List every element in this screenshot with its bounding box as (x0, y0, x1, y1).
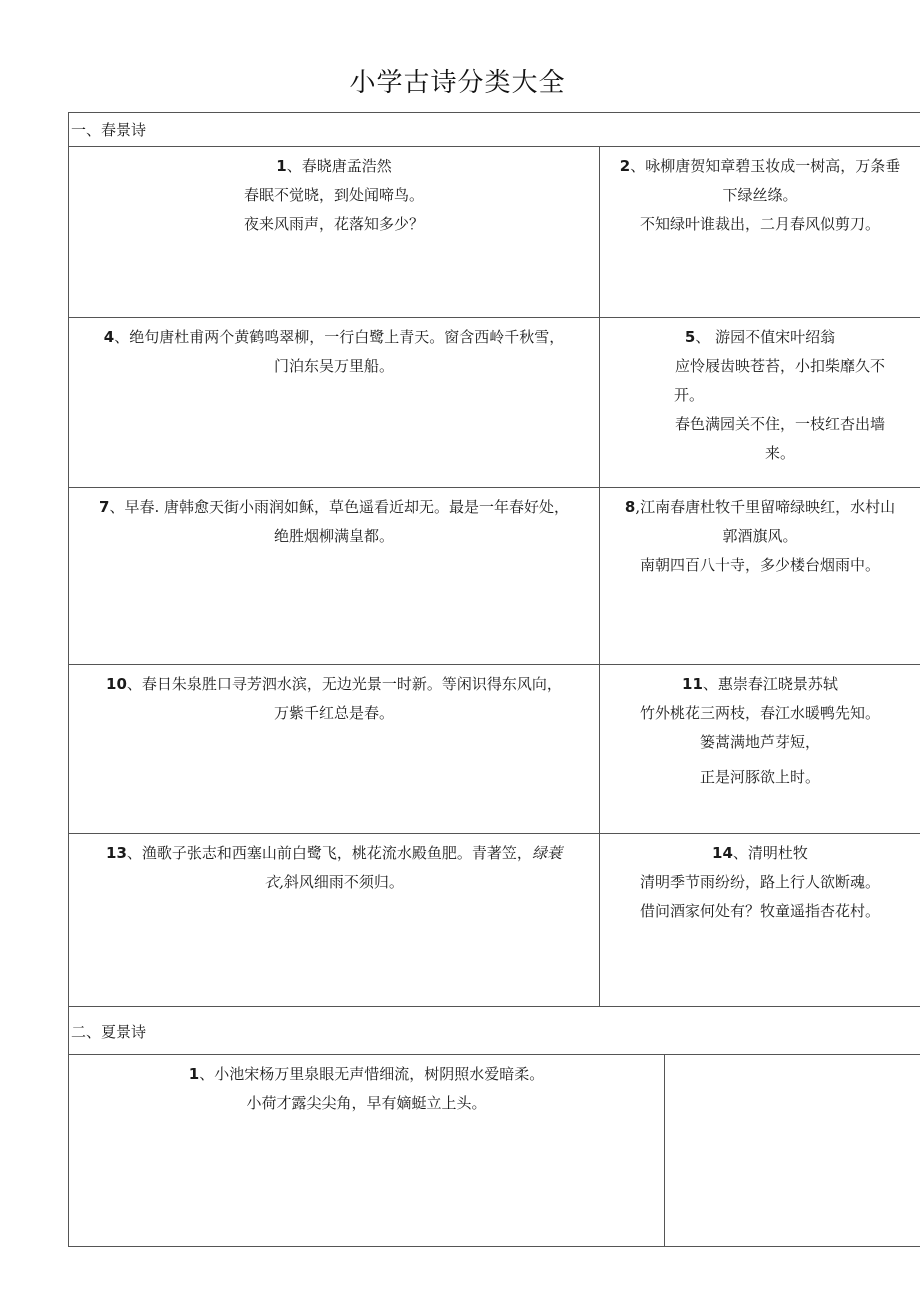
poem-heading: 8,江南春唐杜牧千里留啼绿映红，水村山 (624, 498, 896, 516)
poem-cell (68, 317, 599, 487)
poem-line: 万紫千红总是春。 (273, 704, 394, 722)
poem-heading: 11、惠崇春江晓景苏轼 (682, 675, 838, 693)
poem-cell (599, 146, 920, 317)
poem-line: 衣,斜风细雨不须归。 (264, 873, 404, 891)
poem-heading: 10、春日朱泉胜口寻芳泗水滨，无边光景一时新。等闲识得东风向， (106, 675, 562, 693)
poem-heading: 13、渔歌子张志和西塞山前白鹭飞，桃花流水殿鱼肥。青著笠，绿蓑 (106, 844, 562, 862)
poem-cell (599, 317, 920, 487)
poem-heading: 1、小池宋杨万里泉眼无声惜细流，树阴照水爱暗柔。 (188, 1065, 545, 1083)
empty-cell (664, 1054, 920, 1246)
poem-line: 清明季节雨纷纷，路上行人欲断魂。 (639, 873, 880, 891)
poem-line: 下绿丝绦。 (722, 186, 798, 204)
poem-line: 开。 (674, 386, 705, 404)
poem-heading: 2、咏柳唐贺知章碧玉妆成一树高，万条垂 (619, 157, 901, 175)
poem-cell (68, 146, 599, 317)
poem-heading: 5、 游园不值宋叶绍翁 (684, 328, 836, 346)
poem-line: 借问酒家何处有？牧童遥指杏花村。 (639, 902, 880, 920)
poem-line: 正是河豚欲上时。 (699, 768, 820, 786)
poem-cell (599, 833, 920, 1006)
poem-cell (68, 664, 599, 833)
poem-heading: 7、早春. 唐韩愈天街小雨润如稣，草色遥看近却无。最是一年春好处， (99, 498, 569, 516)
poem-heading: 14、清明杜牧 (712, 844, 808, 862)
poem-line: 应怜屐齿映苍苔，小扣柴靡久不 (674, 357, 885, 375)
poem-cell (68, 833, 599, 1006)
poem-cell (68, 487, 599, 664)
page-title: 小学古诗分类大全 (349, 68, 566, 98)
poem-line: 来。 (764, 444, 795, 462)
section-heading-summer (68, 1006, 920, 1054)
poem-line: 小荷才露尖尖角，早有嫡蜓立上头。 (246, 1094, 487, 1112)
poem-line: 春色满园关不住，一枝红杏出墙 (674, 415, 885, 433)
poem-line: 郭酒旗风。 (722, 527, 798, 545)
poem-heading: 4、绝句唐杜甫两个黄鹤鸣翠柳，一行白鹭上青天。窗含西岭千秋雪， (103, 328, 565, 346)
poem-cell (599, 487, 920, 664)
poem-cell (599, 664, 920, 833)
poem-line: 春眠不觉晓，到处闻啼鸟。 (243, 186, 424, 204)
poem-line: 不知绿叶谁裁出，二月春风似剪刀。 (639, 215, 880, 233)
poem-line: 绝胜烟柳满皇都。 (273, 527, 394, 545)
poem-line: 篓蒿满地芦芽短， (699, 733, 820, 751)
section-heading-label: 一、春景诗 (71, 121, 147, 139)
poem-line: 夜来风雨声，花落知多少？ (243, 215, 424, 233)
poem-line: 竹外桃花三两枝，春江水暖鸭先知。 (639, 704, 880, 722)
poem-heading: 1、春晓唐孟浩然 (276, 157, 392, 175)
poem-cell (68, 1054, 664, 1246)
poem-line: 门泊东吴万里船。 (273, 357, 394, 375)
poem-line: 南朝四百八十寺，多少楼台烟雨中。 (639, 556, 880, 574)
table-bottom-border (68, 1246, 920, 1247)
section-heading-label: 二、夏景诗 (71, 1023, 147, 1041)
section-heading-spring (68, 112, 920, 146)
